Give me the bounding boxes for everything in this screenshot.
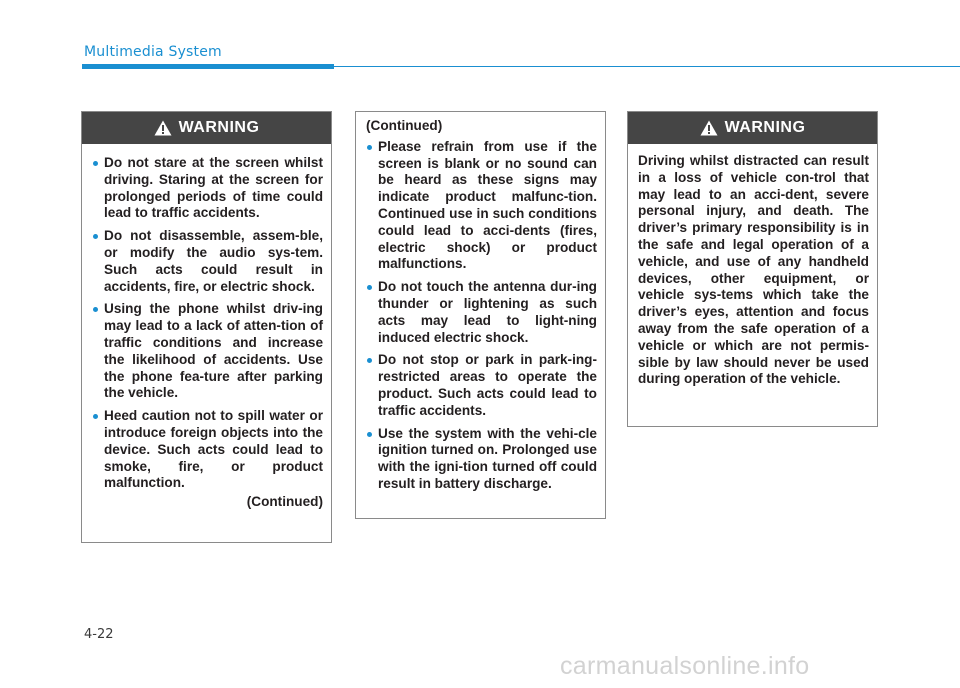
warning-box-left — [81, 111, 332, 543]
warning-box-middle — [355, 111, 606, 519]
warning-header — [628, 112, 877, 144]
warning-text: Driving whilst distracted can result in a loss of vehicle con-trol that may lead to an acci-dent, severe personal injury, and death. The driver’s primary responsibility is in the safe and legal operation of a vehicle, and use of any handheld devices, other equipment, or vehicle sys-tems which take the driver’s eyes, attention and focus away from the safe operation of a vehicle or which are not permis-sible by law should never be used during operation of the vehicle. — [638, 153, 869, 387]
warning-triangle-icon — [154, 120, 172, 136]
continued-label: (Continued) — [366, 118, 443, 133]
list-item: Please refrain from use if the screen is blank or no sound can be heard as these signs may indicate product malfunc-tion. Continued use in such conditions could lead to acci-dents (fires, electric shock) or product malfunctions. — [366, 139, 597, 273]
warning-label: WARNING — [178, 119, 260, 136]
list-item: Using the phone whilst driv-ing may lead to a lack of atten-tion of traffic conditions and increase the likelihood of accidents. Use the phone fea-ture after parking the vehicle. — [92, 301, 323, 402]
header-rule-thin — [334, 66, 960, 67]
list-item: Use the system with the vehi-cle ignition turned on. Prolonged use with the igni-tion turned off could result in battery discharge. — [366, 426, 597, 493]
warning-box-right — [627, 111, 878, 427]
warning-header — [82, 112, 331, 144]
list-item: Heed caution not to spill water or introduce foreign objects into the device. Such acts could lead to smoke, fire, or product malfunction. — [92, 408, 323, 492]
watermark: carmanualsonline.info — [560, 652, 810, 680]
page-number: 4-22 — [84, 627, 114, 642]
list-item: Do not touch the antenna dur-ing thunder or lightening as such acts may lead to light-ning induced electric shock. — [366, 279, 597, 346]
warning-list — [92, 155, 323, 492]
list-item: Do not disassemble, assem-ble, or modify the audio sys-tem. Such acts could result in accidents, fire, or electric shock. — [92, 228, 323, 295]
header-rule-thick — [82, 64, 334, 69]
warning-list — [366, 139, 597, 493]
warning-label: WARNING — [724, 119, 806, 136]
section-title: Multimedia System — [84, 44, 222, 60]
warning-triangle-icon — [700, 120, 718, 136]
list-item: Do not stop or park in park-ing-restricted areas to operate the product. Such acts could lead to traffic accidents. — [366, 352, 597, 419]
continued-label: (Continued) — [246, 494, 323, 510]
list-item: Do not stare at the screen whilst driving. Staring at the screen for prolonged periods of time could lead to traffic accidents. — [92, 155, 323, 222]
